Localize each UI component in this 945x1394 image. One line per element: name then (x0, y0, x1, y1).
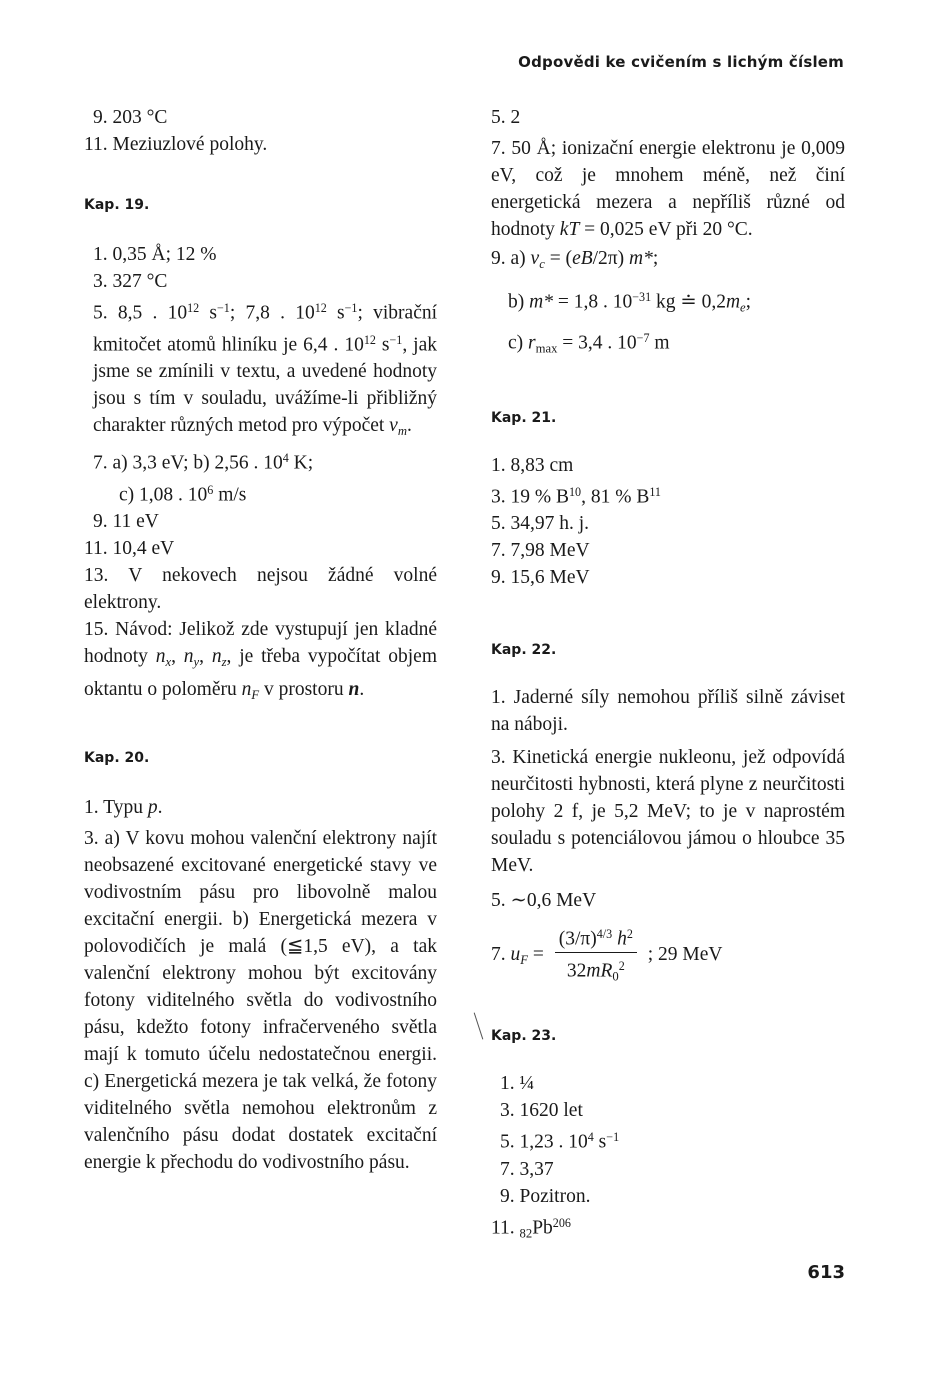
k19-answer-3: 3. 327 °C (93, 271, 168, 292)
answer-5: 5. 2 (491, 107, 521, 128)
k21-answer-5: 5. 34,97 h. j. (491, 513, 590, 535)
k19-answer-11: 11. 10,4 eV (84, 538, 175, 560)
answer-9c: c) $r_{max} = 3,4$ . $10^{-7}$ m (508, 331, 670, 356)
k19-answer-5: 5. 8,5 . $10^{12}$ $s^{-1}$; 7,8 . $10^{12}$ $s^{-1}$; vibrační kmitočet atomů hliníku je 6,4 . $10^{12}$ $s^{-1}$, jak jsme se zmínili v textu, a uvedené hodnoty jsou s tím v souladu, uvážíme-li přibližný charakter různých metod pro výpočet $v_m$. (93, 301, 438, 439)
k22-answer-1: 1. Jaderné síly nemohou příliš silně záviset na náboji. (491, 687, 845, 736)
chapter-22-heading: Kap. 22. (491, 642, 557, 659)
chapter-21-heading: Kap. 21. (491, 409, 557, 426)
k20-answer-3: 3. a) V kovu mohou valenční elektrony najít neobsazené excitované energetické stavy ve vodivostním pásu pro libovolně malou excitační energii. b) Energetická mezera v polovodičích je malá (≦1,5 eV), a tak valenční elektrony mohou být excitovány fotony viditelného světla do vodivostního pásu, kdežto fotony infračerveného světla mají k tomuto účelu nedostatečnou energii. c) Energetická mezera je tak velká, že fotony viditelného světla nemohou elektronům z valenčního pásu dodat dostatek excitační energie k přechodu do vodivostního pásu. (84, 827, 437, 1173)
k19-answer-15: 15. Návod: Jelikož zde vystupují jen kladné hodnoty $n_x$, $n_y$, $n_z$, je třeba vypočítat objem oktantu o poloměru $n_F$ v prostoru n. (84, 619, 438, 702)
k19-answer-9: 9. 11 eV (93, 511, 159, 533)
left-column (84, 104, 437, 1176)
k21-answer-9: 9. 15,6 MeV (491, 567, 590, 589)
answer-9: 9. 203 °C (93, 107, 168, 128)
pencil-mark (474, 1013, 484, 1040)
running-header: Odpovědi ke cvičením s lichým číslem (518, 53, 844, 71)
chapter-20-heading: Kap. 20. (84, 749, 150, 766)
k19-answer-13: 13. V nekovech nejsou žádné volné elektrony. (84, 565, 437, 614)
k19-answer-1: 1. 0,35 Å; 12 % (93, 244, 217, 265)
k19-answer-7c: c) 1,08 . $10^6$ m/s (119, 482, 247, 506)
k22-answer-7: 7. $u_F$ = $\frac{(3/\pi)^{4/3} h^2}{32mR_0^2}$ ; 29 MeV (491, 922, 845, 989)
k23-answer-9: 9. Pozitron. (500, 1186, 591, 1208)
k23-answer-5: 5. 1,23 . $10^4$ $s^{-1}$ (500, 1130, 620, 1154)
k23-answer-7: 7. 3,37 (500, 1159, 554, 1181)
k22-answer-3: 3. Kinetická energie nukleonu, jež odpovídá neurčitosti hybnosti, která plyne z neurčitosti polohy 2 f, je 5,2 MeV; to je v naprostém souladu s potenciálovou jámou o hloubce 35 MeV. (491, 747, 845, 877)
k19-answer-7: 7. a) 3,3 eV; b) 2,56 . $10^4$ K; (93, 451, 314, 474)
page-number: 613 (807, 1262, 845, 1283)
k20-answer-1: 1. Typu p. (84, 796, 163, 818)
right-column (491, 104, 845, 1247)
answer-7: 7. 50 Å; ionizační energie elektronu je 0,009 eV, což je mnohem méně, než činí energetická mezera a nepříliš různé od hodnoty kT = 0,025 eV při 20 °C. (491, 138, 845, 240)
k23-answer-1: 1. ¼ (500, 1073, 535, 1095)
k21-answer-3: 3. 19 % $B^{10}$, 81 % $B^{11}$ (491, 484, 661, 508)
k23-answer-3: 3. 1620 let (500, 1100, 583, 1122)
k23-answer-11: 11. $_{82}Pb^{206}$ (491, 1216, 571, 1241)
k21-answer-1: 1. 8,83 cm (491, 454, 574, 476)
chapter-23-heading: Kap. 23. (491, 1028, 557, 1045)
answer-11: 11. Meziuzlové polohy. (84, 134, 268, 155)
answer-9a: 9. a) $v_c = (eB/2\pi)$ m*; (491, 248, 659, 271)
uF-fraction: $\frac{(3/\pi)^{4/3} h^2}{32mR_0^2}$ (555, 922, 637, 989)
answer-9b: b) m* = 1,8 . $10^{-31}$ kg ≐ $0,2m_e$; (508, 289, 752, 315)
k22-answer-5: 5. ∼0,6 MeV (491, 890, 597, 912)
k21-answer-7: 7. 7,98 MeV (491, 540, 590, 562)
chapter-19-heading: Kap. 19. (84, 197, 150, 213)
